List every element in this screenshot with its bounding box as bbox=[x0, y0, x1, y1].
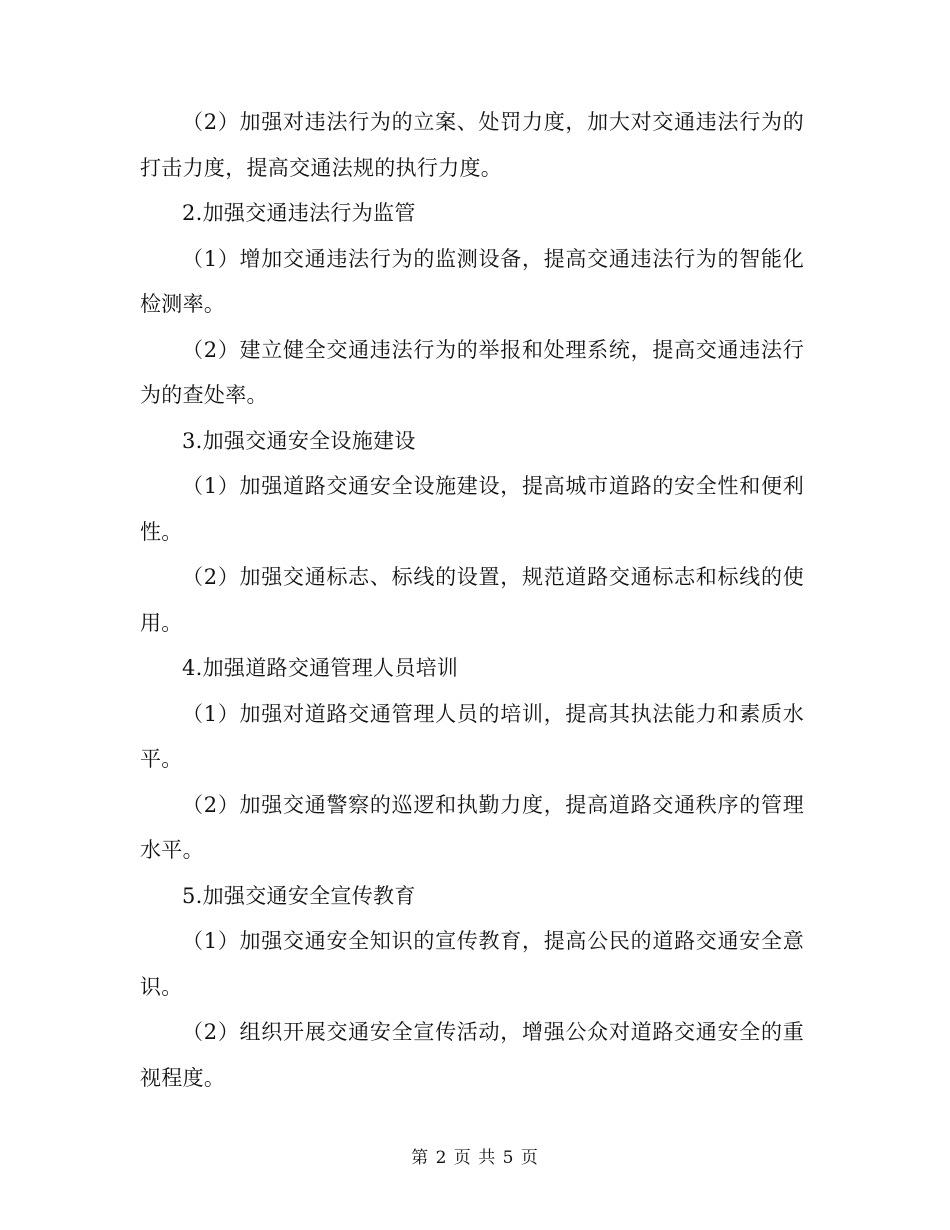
section-heading-3: 3.加强交通安全设施建设 bbox=[182, 428, 416, 453]
paragraph-1: （2）加强对违法行为的立案、处罚力度，加大对交通违法行为的打击力度，提高交通法规的执行力度。 bbox=[140, 110, 804, 180]
paragraph-3-2: （2）加强交通标志、标线的设置，规范道路交通标志和标线的使用。 bbox=[140, 565, 804, 635]
section-heading-4: 4.加强道路交通管理人员培训 bbox=[182, 656, 459, 680]
section-heading-2: 2.加强交通违法行为监管 bbox=[182, 201, 416, 225]
paragraph-2-2: （2）建立健全交通违法行为的举报和处理系统，提高交通违法行为的查处率。 bbox=[140, 337, 804, 407]
paragraph-4-1: （1）加强对道路交通管理人员的培训，提高其执法能力和素质水平。 bbox=[140, 701, 804, 771]
paragraph-4-2: （2）加强交通警察的巡逻和执勤力度，提高道路交通秩序的管理水平。 bbox=[140, 792, 804, 862]
section-heading-5: 5.加强交通安全宣传教育 bbox=[182, 883, 416, 908]
paragraph-3-1: （1）加强道路交通安全设施建设，提高城市道路的安全性和便利性。 bbox=[140, 474, 804, 544]
paragraph-5-2: （2）组织开展交通安全宣传活动，增强公众对道路交通安全的重视程度。 bbox=[140, 1020, 804, 1090]
paragraph-2-1: （1）增加交通违法行为的监测设备，提高交通违法行为的智能化检测率。 bbox=[140, 246, 804, 316]
document-body bbox=[140, 100, 804, 1101]
page-number-footer: 第 2 页 共 5 页 bbox=[411, 1148, 539, 1168]
paragraph-5-1: （1）加强交通安全知识的宣传教育，提高公民的道路交通安全意识。 bbox=[140, 929, 804, 999]
